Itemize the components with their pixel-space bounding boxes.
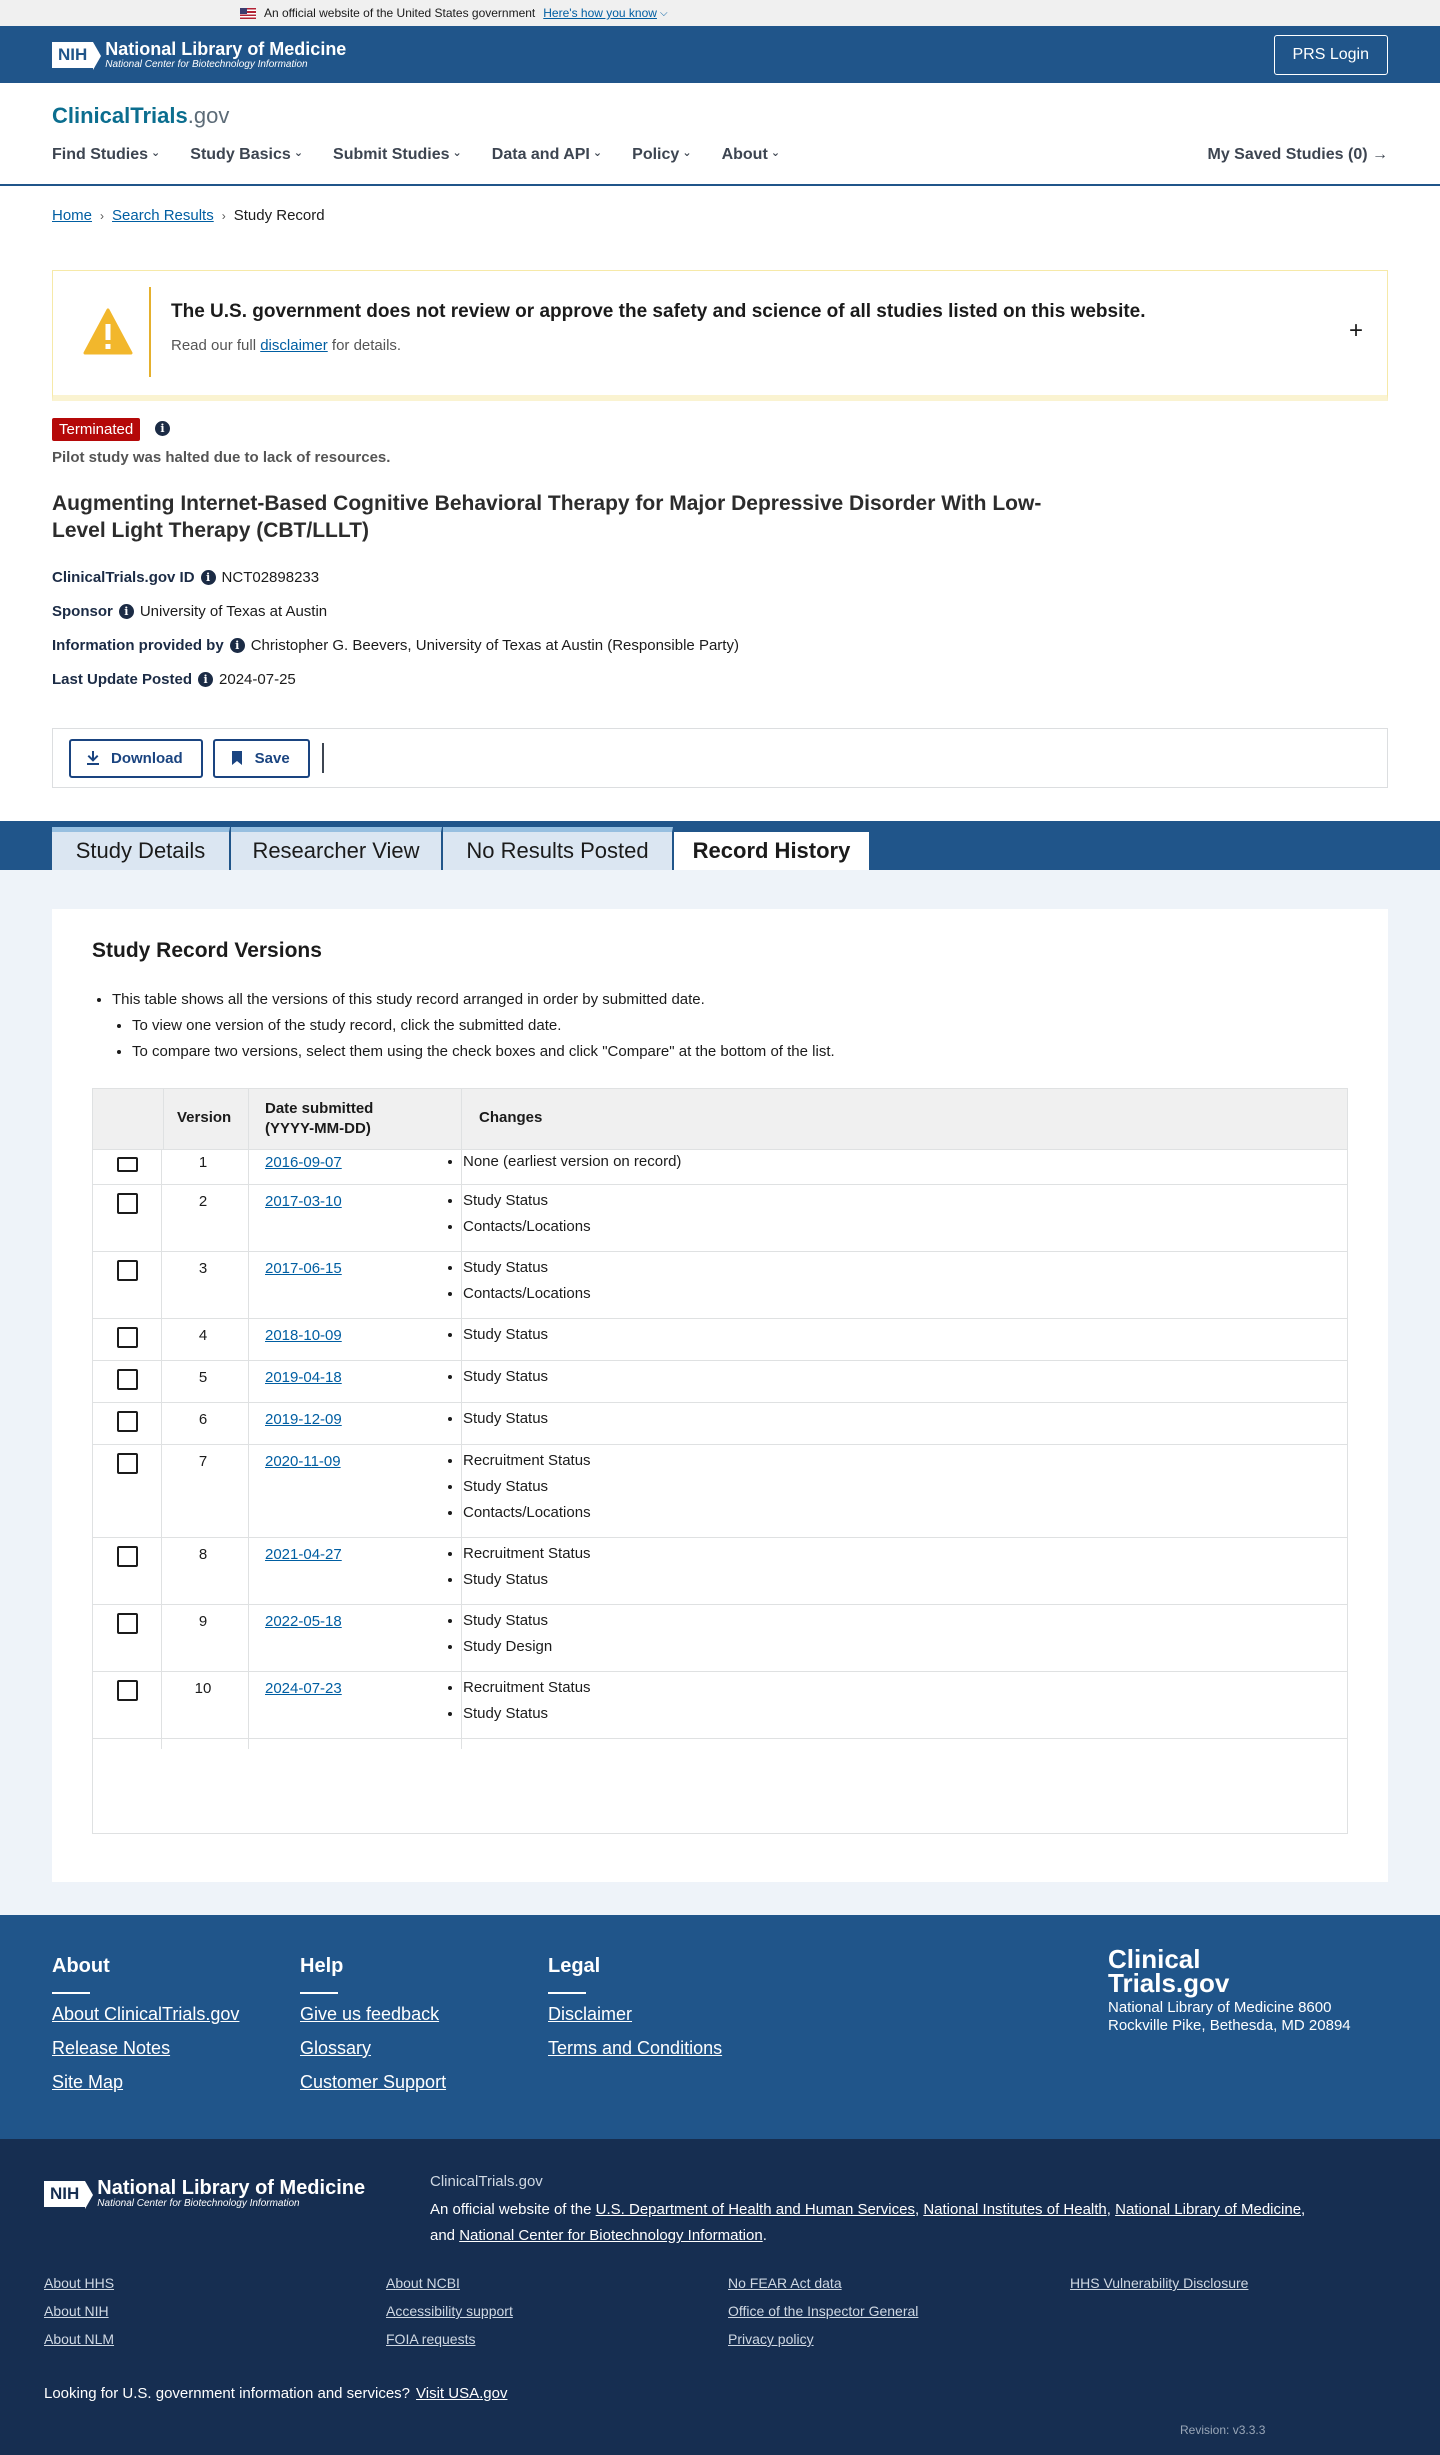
official-pre: An official website of the: [430, 2201, 596, 2218]
footer-official-text: An official website of the U.S. Department of Health and Human Services, National Institutes of Health, National Library of Medicine, and National Center for Biotechnology Information.: [430, 2201, 1306, 2244]
tab-researcher-view[interactable]: Researcher View: [231, 827, 442, 870]
nih-badge: NIH: [52, 42, 93, 68]
version-number: 7: [198, 1453, 208, 1470]
change-item: • Study Status: [463, 1255, 591, 1281]
footer-link[interactable]: Give us feedback: [300, 2004, 440, 2024]
version-changes: [463, 1541, 591, 1593]
usa-gov-link[interactable]: Visit USA.gov: [416, 2385, 508, 2402]
provided-by-row: [52, 637, 739, 654]
disclaimer-divider: [149, 287, 151, 377]
info-icon[interactable]: i: [201, 570, 216, 585]
version-number: 9: [198, 1613, 208, 1630]
col-header-version: Version: [177, 1109, 232, 1126]
version-date-link[interactable]: 2019-04-18: [265, 1369, 342, 1386]
footer-help: [300, 1955, 446, 2106]
version-date-link[interactable]: 2019-12-09: [265, 1411, 342, 1428]
disclaimer-post: for details.: [327, 337, 402, 354]
footer-underline: [52, 1992, 90, 1994]
official-and: and: [430, 2227, 460, 2244]
revision-text: Revision: v3.3.3: [1180, 2423, 1266, 2437]
nav-find-studies[interactable]: Find Studies ⌄: [52, 146, 160, 164]
ncbi-subtitle: National Center for Biotechnology Information: [105, 58, 308, 70]
footer-link[interactable]: Accessibility support: [386, 2303, 513, 2319]
table-row: [93, 1605, 1347, 1672]
footer-link[interactable]: About ClinicalTrials.gov: [52, 2004, 240, 2024]
nav-about[interactable]: About ⌄: [722, 146, 780, 164]
last-update-row: [52, 671, 296, 688]
nlm-logo[interactable]: [52, 40, 346, 70]
breadcrumb-home[interactable]: Home: [52, 207, 93, 224]
version-changes: [463, 1608, 552, 1660]
logo-main-text: ClinicalTrials: [52, 103, 188, 128]
footer-link[interactable]: Terms and Conditions: [548, 2038, 723, 2058]
footer-about-title: About: [52, 1955, 110, 1977]
change-item: • Study Status: [463, 1406, 548, 1432]
footer-underline: [548, 1992, 586, 1994]
version-checkbox[interactable]: [117, 1680, 138, 1701]
sponsor-row: [52, 603, 327, 620]
last-update-label: Last Update Posted: [52, 671, 193, 688]
ncbi-subtitle: National Center for Biotechnology Information: [97, 2198, 300, 2209]
instruction-item: [112, 987, 835, 1065]
version-checkbox[interactable]: [117, 1193, 138, 1214]
footer-links-col2: [386, 2275, 513, 2359]
footer-link[interactable]: Privacy policy: [728, 2331, 814, 2347]
footer-link[interactable]: Release Notes: [52, 2038, 171, 2058]
col-header-changes: Changes: [479, 1109, 543, 1126]
version-date-link[interactable]: 2017-06-15: [265, 1260, 342, 1277]
version-checkbox[interactable]: [117, 1260, 138, 1281]
change-item: • Contacts/Locations: [463, 1500, 591, 1526]
expand-icon[interactable]: +: [1348, 317, 1363, 344]
version-number: 1: [198, 1154, 208, 1171]
footer-link[interactable]: About NLM: [44, 2331, 115, 2347]
gov-banner-text: An official website of the United States government: [264, 6, 536, 20]
actions-divider: [322, 743, 324, 773]
info-icon[interactable]: i: [119, 604, 134, 619]
version-number: 5: [198, 1369, 208, 1386]
info-icon[interactable]: i: [230, 638, 245, 653]
footer-legal-title: Legal: [548, 1955, 601, 1977]
table-row: [93, 1252, 1347, 1319]
ncbi-link[interactable]: National Center for Biotechnology Information: [459, 2227, 763, 2244]
change-item: • Study Status: [463, 1567, 591, 1593]
download-button[interactable]: [69, 739, 203, 778]
sponsor-label: Sponsor: [52, 603, 113, 620]
status-reason: Pilot study was halted due to lack of resources.: [52, 449, 391, 466]
usa-gov-line: [44, 2385, 507, 2402]
version-number: 3: [198, 1260, 208, 1277]
my-saved-studies-link[interactable]: My Saved Studies (0) →: [1207, 146, 1388, 163]
version-checkbox[interactable]: [117, 1411, 138, 1432]
status-badge: Terminated: [52, 418, 140, 441]
info-icon[interactable]: i: [155, 421, 170, 436]
change-item: • Recruitment Status: [463, 1541, 591, 1567]
info-icon[interactable]: i: [198, 672, 213, 687]
breadcrumb-current: Study Record: [233, 207, 325, 224]
tabs-bar: [0, 821, 1440, 870]
table-header: [93, 1089, 1347, 1150]
footer-link[interactable]: Site Map: [52, 2072, 124, 2092]
version-checkbox[interactable]: [117, 1157, 138, 1172]
site-header: [0, 83, 1440, 186]
change-item: • Study Status: [463, 1188, 591, 1214]
footer-link[interactable]: Glossary: [300, 2038, 372, 2058]
footer-link[interactable]: About HHS: [44, 2275, 115, 2291]
nav-policy[interactable]: Policy ⌄: [632, 146, 691, 164]
footer-links-col1: [44, 2275, 114, 2359]
nih-link[interactable]: National Institutes of Health: [923, 2201, 1107, 2218]
version-date-link[interactable]: 2016-09-07: [265, 1154, 342, 1171]
bookmark-icon: [229, 750, 245, 766]
study-id-row: [52, 569, 319, 586]
footer-link[interactable]: HHS Vulnerability Disclosure: [1070, 2275, 1249, 2291]
version-checkbox[interactable]: [117, 1327, 138, 1348]
version-date-link[interactable]: 2021-04-27: [265, 1546, 342, 1563]
footer-link[interactable]: No FEAR Act data: [728, 2275, 842, 2291]
site-footer: [0, 1915, 1440, 2139]
logo-suffix-text: .gov: [187, 103, 230, 128]
instruction-compare: • To compare two versions, select them using the check boxes and click "Compare" at the bottom of the list.: [132, 1039, 835, 1065]
study-actions: [52, 728, 1388, 788]
footer-link[interactable]: FOIA requests: [386, 2331, 476, 2347]
nav-submit-studies[interactable]: Submit Studies ⌄: [333, 146, 462, 164]
nih-header: [0, 26, 1440, 83]
main-nav: [52, 146, 780, 164]
study-id-value: NCT02898233: [221, 569, 320, 586]
version-checkbox[interactable]: [117, 1369, 138, 1390]
footer-nlm-logo[interactable]: [44, 2179, 365, 2209]
change-item: • Study Status: [463, 1608, 552, 1634]
versions-instructions: [92, 987, 835, 1065]
version-number: 4: [198, 1327, 208, 1344]
table-row: [93, 1538, 1347, 1605]
footer-links-col3: [728, 2275, 918, 2359]
sponsor-value: University of Texas at Austin: [139, 603, 328, 620]
chevron-down-icon: ⌵: [659, 7, 668, 19]
nlm-link[interactable]: National Library of Medicine: [1115, 2201, 1302, 2218]
version-changes: [463, 1364, 548, 1390]
version-number: 6: [198, 1411, 208, 1428]
versions-heading: Study Record Versions: [92, 939, 322, 962]
change-item: • Recruitment Status: [463, 1448, 591, 1474]
chevron-right-icon: ›: [100, 208, 105, 223]
table-row: [93, 1185, 1347, 1252]
change-item: • Recruitment Status: [463, 1675, 591, 1701]
study-title: Augmenting Internet-Based Cognitive Behavioral Therapy for Major Depressive Disorder With Low-Level Light Therapy (CBT/LLLT): [52, 492, 1042, 542]
instruction-view: • To view one version of the study record, click the submitted date.: [132, 1013, 835, 1039]
breadcrumb: [52, 207, 325, 224]
save-button[interactable]: [213, 739, 310, 778]
table-row: [93, 1672, 1347, 1739]
tab-no-results-posted[interactable]: No Results Posted: [443, 827, 673, 870]
version-number: 10: [194, 1680, 212, 1697]
disclaimer-alert: [52, 270, 1388, 401]
us-flag-icon: [240, 8, 256, 19]
last-update-value: 2024-07-25: [219, 671, 296, 688]
change-item: • Study Status: [463, 1474, 591, 1500]
version-checkbox[interactable]: [117, 1546, 138, 1567]
download-label: Download: [111, 749, 183, 767]
footer-link[interactable]: About NCBI: [386, 2275, 460, 2291]
footer-link[interactable]: Disclaimer: [548, 2004, 633, 2024]
footer-underline: [300, 1992, 338, 1994]
nav-data-and-api[interactable]: Data and API ⌄: [492, 146, 602, 164]
hhs-link[interactable]: U.S. Department of Health and Human Services: [595, 2201, 915, 2218]
usa-gov-text: Looking for U.S. government information and services?: [44, 2385, 411, 2402]
gov-footer: [0, 2139, 1440, 2455]
footer-site-name: ClinicalTrials.gov: [430, 2173, 543, 2190]
nih-badge: NIH: [44, 2181, 85, 2207]
table-row: [93, 1153, 1347, 1185]
version-changes: [463, 1448, 591, 1526]
version-date-link[interactable]: 2018-10-09: [265, 1327, 342, 1344]
breadcrumb-search-results[interactable]: Search Results: [112, 207, 214, 224]
version-changes: [463, 1188, 591, 1240]
tab-record-history[interactable]: Record History: [674, 827, 870, 870]
gov-banner: [0, 0, 1440, 26]
version-changes: [463, 1406, 548, 1432]
col-header-date: Date submitted (YYYY-MM-DD): [265, 1100, 374, 1137]
footer-link[interactable]: Office of the Inspector General: [728, 2303, 919, 2319]
chevron-right-icon: ›: [221, 208, 226, 223]
version-checkbox[interactable]: [117, 1613, 138, 1634]
version-date-link[interactable]: 2020-11-09: [265, 1453, 341, 1470]
nlm-title: National Library of Medicine: [97, 2177, 366, 2199]
footer-link[interactable]: Customer Support: [300, 2072, 447, 2092]
column-divider: [163, 1089, 164, 1150]
footer-link[interactable]: About NIH: [44, 2303, 109, 2319]
version-checkbox[interactable]: [117, 1453, 138, 1474]
nlm-title: National Library of Medicine: [105, 38, 347, 59]
warning-icon: [83, 307, 133, 357]
change-item: • Study Status: [463, 1701, 591, 1727]
footer-help-title: Help: [300, 1955, 344, 1977]
footer-links-col4: [1070, 2275, 1248, 2303]
versions-table: [92, 1088, 1348, 1834]
version-number: 8: [198, 1546, 208, 1563]
change-item: • Study Design: [463, 1634, 552, 1660]
version-number: 2: [198, 1193, 208, 1210]
save-label: Save: [254, 749, 290, 767]
version-date-link[interactable]: 2022-05-18: [265, 1613, 342, 1630]
change-item: • Study Status: [463, 1322, 548, 1348]
prs-login-button[interactable]: PRS Login: [1274, 35, 1389, 75]
record-history-card: [52, 909, 1388, 1882]
tab-study-details[interactable]: Study Details: [52, 827, 230, 870]
table-row: [93, 1445, 1347, 1538]
change-item: • Contacts/Locations: [463, 1214, 591, 1240]
version-changes: [463, 1322, 548, 1348]
version-date-link[interactable]: 2017-03-10: [265, 1193, 342, 1210]
footer-logo-line1: Clinical: [1108, 1944, 1201, 1974]
table-row: [93, 1361, 1347, 1403]
version-changes: [463, 1675, 591, 1727]
provided-by-label: Information provided by: [52, 637, 224, 654]
version-changes: [463, 1149, 681, 1175]
change-item: • Contacts/Locations: [463, 1281, 591, 1307]
disclaimer-title: The U.S. government does not review or approve the safety and science of all studies listed on this website.: [171, 301, 1146, 322]
version-date-link[interactable]: 2024-07-23: [265, 1680, 342, 1697]
footer-address: National Library of Medicine 8600 Rockville Pike, Bethesda, MD 20894: [1108, 1999, 1351, 2034]
footer-logo-line2: Trials.gov: [1108, 1968, 1230, 1998]
disclaimer-text: [171, 337, 401, 354]
clinicaltrials-logo[interactable]: [52, 103, 229, 129]
download-icon: [85, 750, 101, 766]
heres-how-you-know-link[interactable]: Here's how you know: [543, 6, 657, 20]
change-item: • Study Status: [463, 1364, 548, 1390]
nav-study-basics[interactable]: Study Basics ⌄: [190, 146, 303, 164]
disclaimer-link[interactable]: disclaimer: [260, 337, 328, 354]
provided-by-value: Christopher G. Beevers, University of Texas at Austin (Responsible Party): [250, 637, 739, 654]
footer-legal: [548, 1955, 722, 2072]
table-row: [93, 1319, 1347, 1361]
footer-ct-logo: [1108, 1944, 1358, 2035]
footer-about: [52, 1955, 239, 2106]
table-row: [93, 1403, 1347, 1445]
version-changes: [463, 1255, 591, 1307]
disclaimer-pre: Read our full: [171, 337, 261, 354]
study-id-label: ClinicalTrials.gov ID: [52, 569, 195, 586]
change-item: • None (earliest version on record): [463, 1149, 681, 1175]
instruction-intro: This table shows all the versions of this study record arranged in order by submitted date.: [112, 991, 705, 1008]
